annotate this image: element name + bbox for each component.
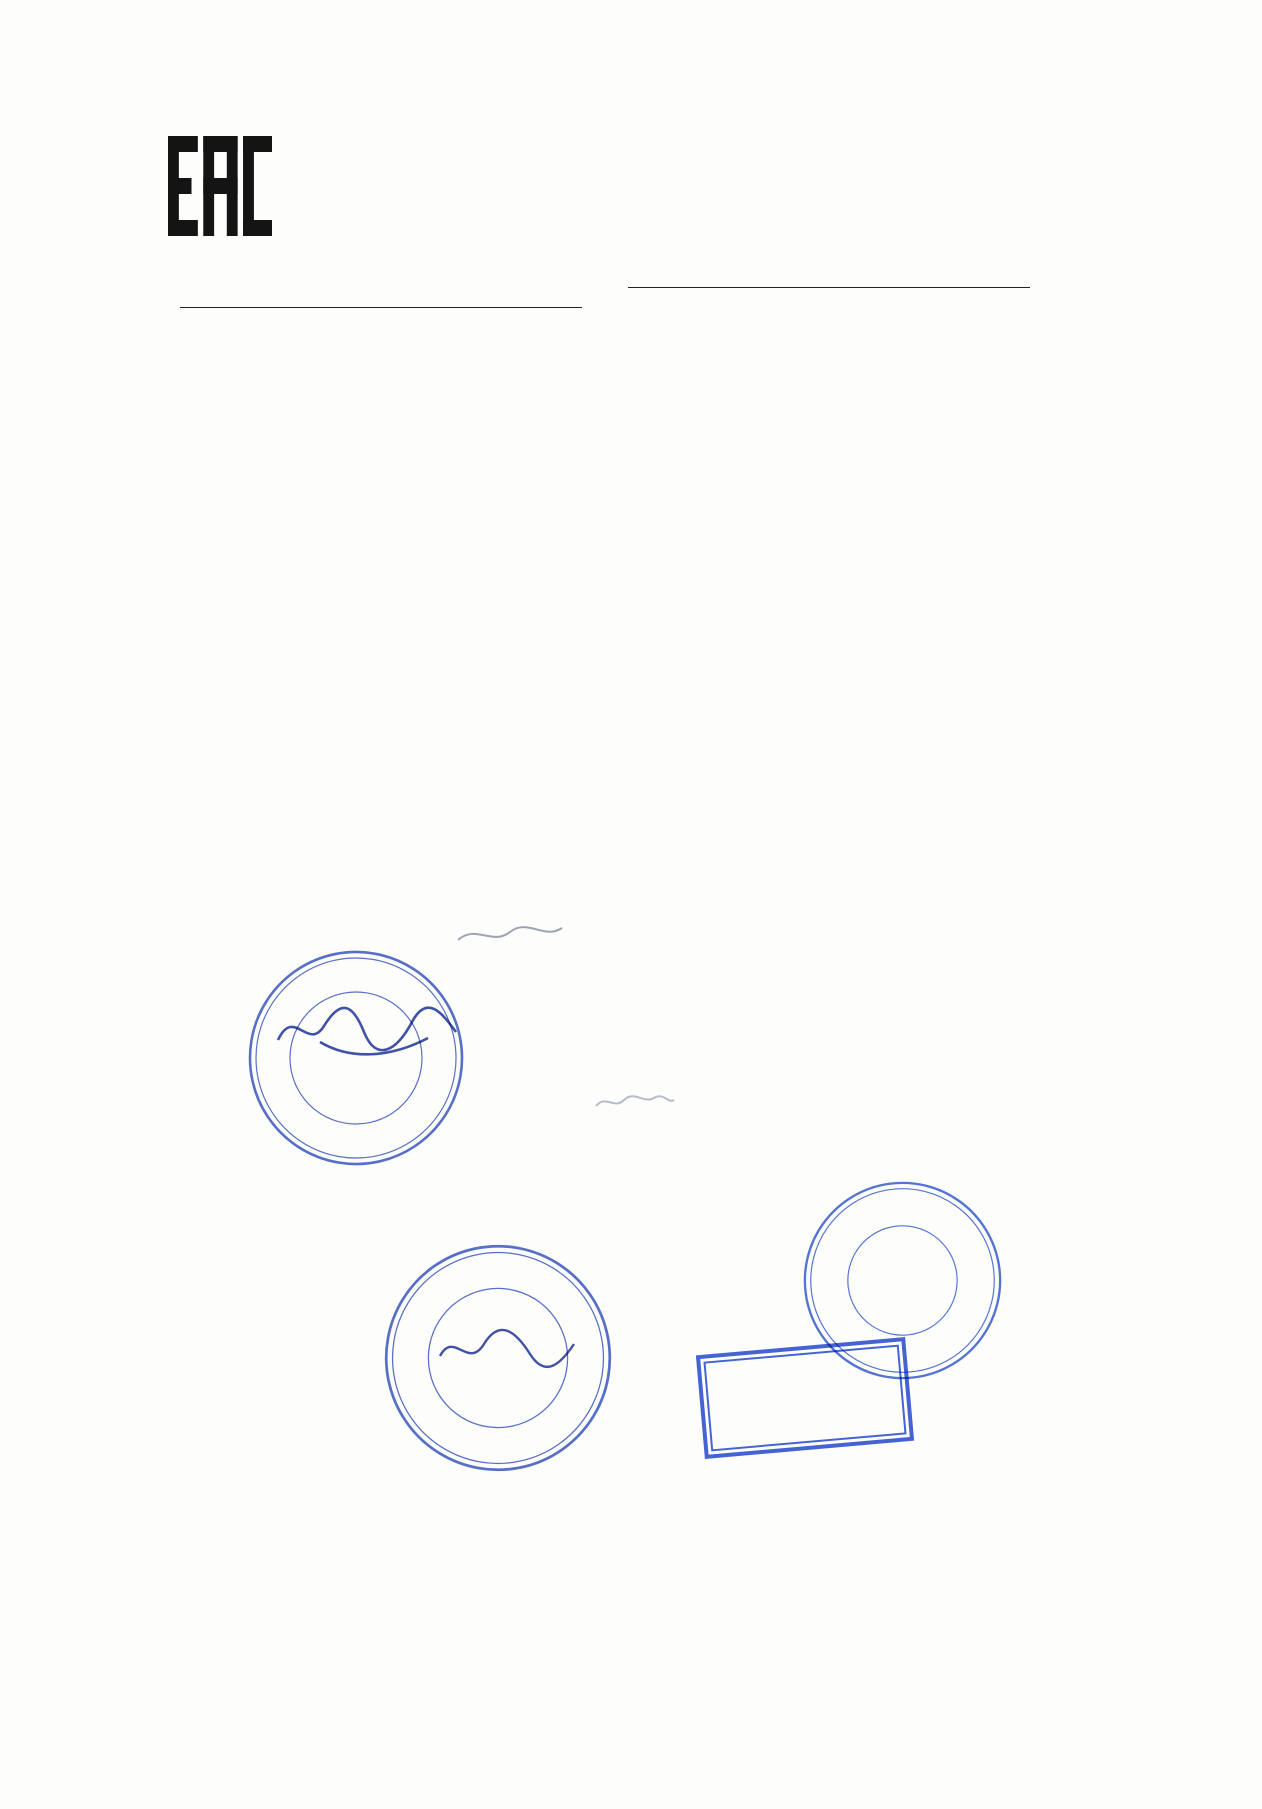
- fio-line: [628, 287, 1030, 288]
- copy-verna-stamp: [696, 1337, 914, 1459]
- pen-mark-2: [592, 1090, 678, 1114]
- signature-scribble-2: [432, 1318, 582, 1378]
- declaration-body: [180, 270, 1088, 336]
- signature-line: [180, 307, 582, 308]
- qr-code: [928, 106, 1018, 196]
- eac-logo: [168, 136, 272, 236]
- document-header: [330, 148, 810, 151]
- signature-scribble-1: [268, 992, 468, 1072]
- pen-mark-1: [452, 920, 572, 950]
- signature-block: [180, 286, 1088, 310]
